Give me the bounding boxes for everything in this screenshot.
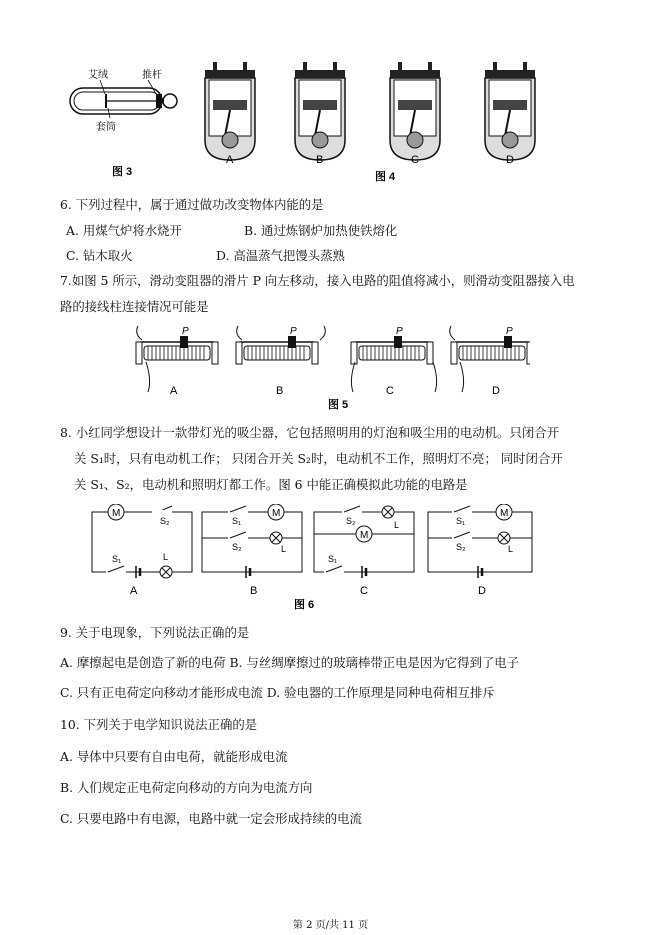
q10-stem: 10. 下列关于电学知识说法正确的是	[60, 717, 258, 732]
q6-option-d: D. 高温蒸气把馒头蒸熟	[216, 248, 345, 263]
svg-text:M: M	[500, 508, 509, 519]
circuit-b	[202, 504, 302, 578]
q9-stem: 9. 关于电现象，下列说法正确的是	[60, 625, 250, 640]
svg-text:M: M	[112, 508, 121, 519]
q7-line-2: 路的接线柱连接情况可能是	[60, 299, 209, 314]
engine-cylinder	[205, 62, 255, 160]
circuit-label-b: B	[250, 585, 258, 597]
figure-6-caption: 图 6	[294, 599, 315, 611]
rheostat-label-a: A	[170, 385, 178, 397]
svg-text:L: L	[281, 544, 287, 554]
q6-stem: 6. 下列过程中，属于通过做功改变物体内能的是	[60, 197, 324, 212]
svg-text:L: L	[508, 544, 514, 554]
figure-5-caption: 图 5	[328, 399, 349, 411]
circuit-c	[314, 506, 414, 578]
circuit-label-c: C	[360, 585, 368, 597]
rheostat-label-c: C	[386, 385, 394, 397]
q6-option-b: B. 通过炼钢炉加热使铁熔化	[244, 223, 398, 238]
figure-6	[86, 504, 556, 614]
rheostat-diagram	[130, 322, 530, 414]
q10-option-b: B. 人们规定正电荷定向移动的方向为电流方向	[60, 780, 313, 795]
q9-options-cd: C. 只有正电荷定向移动才能形成电流 D. 验电器的工作原理是同种电荷相互排斥	[60, 685, 495, 700]
q8-line-2: 关 S₁时，只有电动机工作； 只闭合开关 S₂时，电动机不工作，照明灯不亮； 同时闭合开	[74, 451, 563, 466]
q6-option-a: A. 用煤气炉将水烧开	[66, 223, 182, 238]
label-tuigan: 推杆	[142, 70, 162, 81]
svg-text:S₂: S₂	[456, 542, 466, 552]
q7-line-1: 7.如图 5 所示，滑动变阻器的滑片 P 向左移动，接入电路的阻值将减小，则滑动变阻器接入电	[60, 273, 575, 288]
engine-label-d: D	[506, 154, 514, 166]
rheostat-label-d: D	[492, 385, 500, 397]
circuit-label-d: D	[478, 585, 486, 597]
svg-text:L: L	[163, 552, 169, 562]
slider-label-b: P	[290, 326, 297, 337]
slider-label-d: P	[506, 326, 513, 337]
engine-label-a: A	[226, 154, 234, 166]
svg-text:S₁: S₁	[328, 554, 338, 564]
svg-text:M: M	[272, 508, 281, 519]
q8-line-1: 8. 小红同学想设计一款带灯光的吸尘器，它包括照明用的灯泡和吸尘用的电动机。只闭合开	[60, 425, 559, 440]
svg-text:S₂: S₂	[232, 542, 242, 552]
svg-text:S₂: S₂	[160, 516, 170, 526]
engine-label-b: B	[316, 154, 324, 166]
rheostat-label-b: B	[276, 385, 284, 397]
circuit-diagrams	[86, 504, 556, 614]
svg-text:L: L	[394, 520, 400, 530]
fire-syringe-diagram	[60, 60, 190, 180]
svg-text:S₁: S₁	[112, 554, 122, 564]
page-number: 第 2 页/共 11 页	[292, 920, 369, 931]
svg-text:S₁: S₁	[456, 516, 466, 526]
slider-label-c: P	[396, 326, 403, 337]
figure-4-caption: 图 4	[375, 171, 396, 183]
engine-label-c: C	[411, 154, 419, 166]
label-taotong: 套筒	[96, 122, 116, 133]
label-aixu: 艾绒	[88, 70, 108, 81]
q9-options-ab: A. 摩擦起电是创造了新的电荷 B. 与丝绸摩擦过的玻璃棒带正电是因为它得到了电子	[60, 655, 520, 670]
q10-option-a: A. 导体中只要有自由电荷，就能形成电流	[60, 749, 288, 764]
figure-3-caption: 图 3	[112, 166, 133, 178]
q10-option-c: C. 只要电路中有电源，电路中就一定会形成持续的电流	[60, 811, 362, 826]
q6-option-c: C. 钻木取火	[66, 248, 133, 263]
circuit-d	[428, 504, 532, 578]
svg-text:S₁: S₁	[232, 516, 242, 526]
circuit-label-a: A	[130, 585, 138, 597]
figure-4	[195, 58, 575, 188]
figure-5	[130, 322, 530, 414]
slider-label-a: P	[182, 326, 189, 337]
q8-line-3: 关 S₁、S₂，电动机和照明灯都工作。图 6 中能正确模拟此功能的电路是	[74, 477, 468, 492]
figure-3	[60, 60, 190, 180]
svg-text:S₂: S₂	[346, 516, 356, 526]
svg-text:M: M	[360, 530, 369, 541]
circuit-a	[92, 504, 192, 578]
rheostat	[136, 342, 218, 364]
engine-strokes-diagram	[195, 58, 575, 188]
